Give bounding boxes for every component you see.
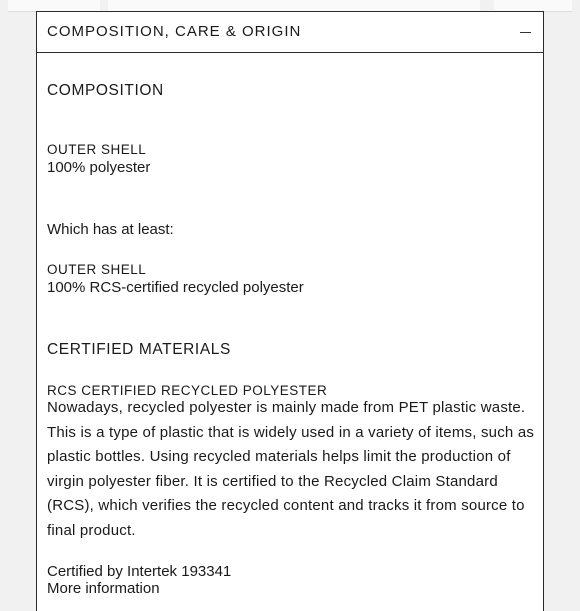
certified-by-text: Certified by Intertek 193341 [47,563,232,580]
collapse-icon[interactable] [520,32,531,33]
accordion-header[interactable] [37,12,543,53]
top-strip [0,0,580,11]
rcs-description: Nowadays, recycled polyester is mainly made from PET plastic waste. This is a type of plastic that is widely used in a variety of items, such as plastic bottles. Using recycled materials helps limit the production of virgin polyester fiber. It is certified to the Recycled Claim Standard (RCS), which verifies the recycled content and tracks it from source to final product. [47,399,535,539]
rcs-material-label: RCS CERTIFIED RECYCLED POLYESTER [47,383,328,398]
outer-shell-label: OUTER SHELL [47,142,147,157]
composition-care-origin-panel [36,11,544,611]
certified-materials-heading: CERTIFIED MATERIALS [47,341,231,358]
composition-heading: COMPOSITION [47,82,164,99]
more-information-link[interactable]: More information [47,580,160,597]
recycled-outer-shell-value: 100% RCS-certified recycled polyester [47,279,304,296]
outer-shell-value: 100% polyester [47,159,151,176]
recycled-outer-shell-label: OUTER SHELL [47,262,147,277]
accordion-title: COMPOSITION, CARE & ORIGIN [47,23,302,40]
has-at-least-text: Which has at least: [47,221,174,238]
